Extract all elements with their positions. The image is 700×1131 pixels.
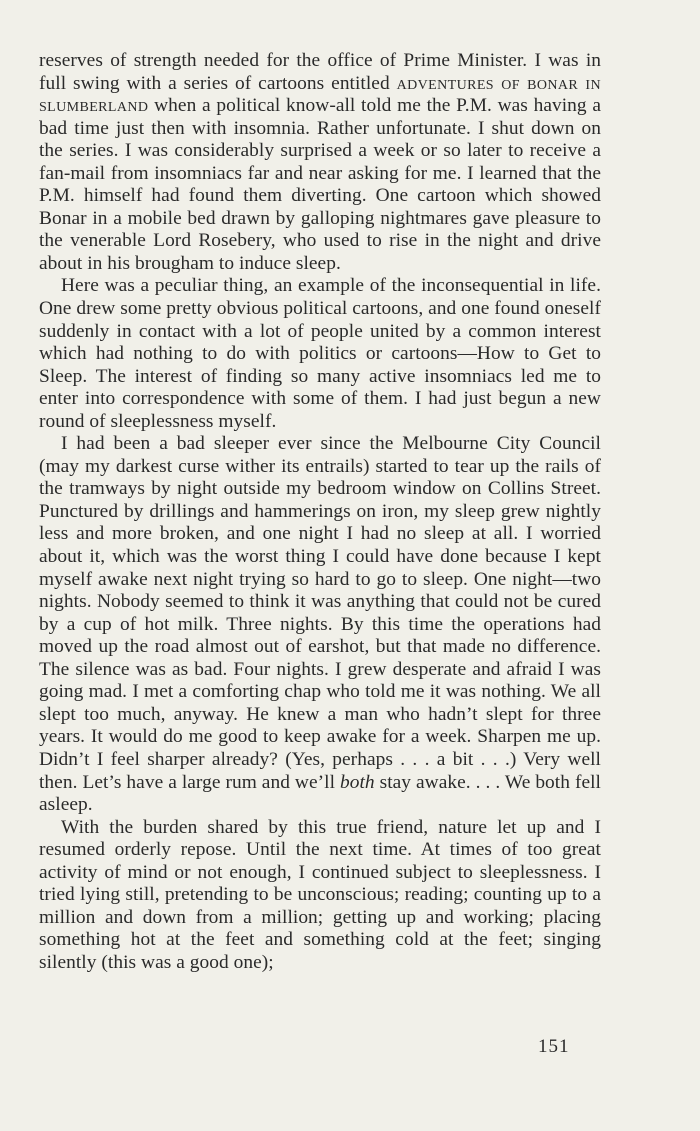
text-span: I had been a bad sleeper ever since the Melbourne City Council (may my darkest curse wither its entrails) started to tear up the rails of the tramways by night outside my bedroom window on Collins Street. Punctured by drillings and hammerings on iron, my sleep grew nightly less and more broken, and one night I had no sleep at all. I worried about it, which was the worst thing I could have done because I kept myself awake next night trying so hard to go to sleep. One night—two nights. Nobody seemed to think it was anything that could not be cured by a cup of hot milk. Three nights. By this time the operations had moved up the road almost out of earshot, but that made no difference. The silence was as bad. Four nights. I grew desperate and afraid I was going mad. I met a comforting chap who told me it was nothing. We all slept too much, anyway. He knew a man who hadn’t slept for three years. It would do me good to keep awake for a week. Sharpen me up. Didn’t I feel sharper already? (Yes, perhaps . . . a bit . . .) Very well then. Let’s have a large rum and we’ll [39, 433, 601, 793]
body-text [39, 50, 601, 974]
text-span: reserves of strength needed for the office of Prime Minister. I was in full swing with a series of cartoons entitled [39, 50, 601, 94]
page-number: 151 [538, 1036, 570, 1057]
paragraph-3 [39, 433, 601, 816]
paragraph-4 [39, 817, 601, 975]
smallcaps-title: adventures of bonar in slumberland [39, 72, 601, 117]
text-span: With the burden shared by this true friend, nature let up and I resumed orderly repose. Until the next time. At times of too great activity of mind or not enough, I continued subject to sleeplessness. I tried lying still, pretending to be unconscious; reading; counting up to a million and down from a million; getting up and working; placing something hot at the feet and something cold at the feet; singing silently (this was a good one); [39, 816, 601, 973]
paragraph-2 [39, 275, 601, 433]
text-span: stay awake. . . . We both fell asleep. [39, 771, 601, 816]
text-span: when a political know-all told me the P.M. was having a bad time just then with insomnia. Rather unfortunate. I shut down on the series. I was considerably surprised a week or so later to receive a fan-mail from insomniacs far and near asking for me. I learned that the P.M. himself had found them diverting. One cartoon which showed Bonar in a mobile bed drawn by galloping nightmares gave pleasure to the venerable Lord Rosebery, who used to rise in the night and drive about in his brougham to induce sleep. [39, 95, 601, 274]
text-span: Here was a peculiar thing, an example of the inconsequential in life. One drew some pretty obvious political cartoons, and one found oneself suddenly in contact with a lot of people united by a common interest which had nothing to do with politics or cartoons—How to Get to Sleep. The interest of finding so many active insomniacs led me to enter into correspondence with some of them. I had just begun a new round of sleeplessness myself. [39, 275, 601, 432]
paragraph-1 [39, 50, 601, 275]
italic-word: both [339, 771, 375, 793]
